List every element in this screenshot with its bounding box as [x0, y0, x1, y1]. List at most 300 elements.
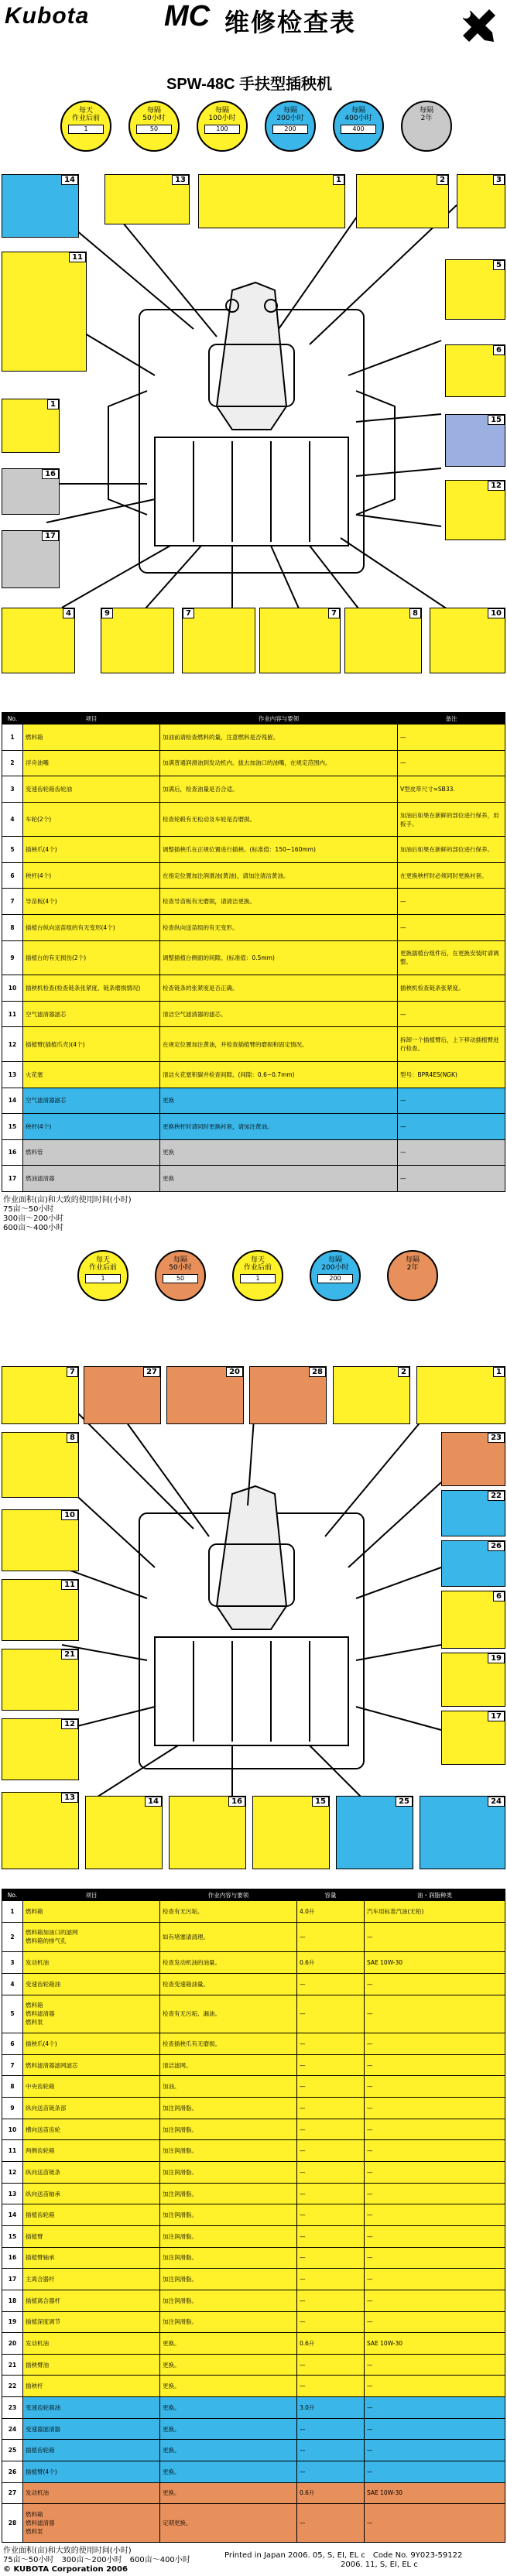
table-row	[2, 1973, 505, 1995]
cell-cap: —	[297, 2354, 365, 2376]
interval-hours: 1	[68, 125, 104, 134]
cell-content: 清洁火花塞积碳并检查间隙。(间隙：0.6~0.7mm)	[160, 1061, 398, 1088]
cell-item: 插植深度调节	[23, 2311, 160, 2333]
callout-16: 16	[2, 468, 60, 515]
cell-oil: SAE 10W-30	[365, 2482, 505, 2504]
cell-no: 4	[2, 1973, 23, 1995]
table-row	[2, 2333, 505, 2355]
cell-item: 纵向送苗链条部	[23, 2098, 160, 2119]
cell-note: —	[398, 1088, 505, 1114]
cell-content: 更换。	[160, 2354, 297, 2376]
cell-no: 8	[2, 2076, 23, 2098]
cell-no: 27	[2, 2482, 23, 2504]
cell-note: —	[398, 1166, 505, 1192]
cell-oil: —	[365, 2076, 505, 2098]
cell-content: 加注润滑脂。	[160, 2225, 297, 2247]
table-row	[2, 1139, 505, 1166]
cell-item: 插植臂	[23, 2225, 160, 2247]
cell-item: 变速齿轮箱齿轮油	[23, 776, 160, 803]
mc-logo: MC	[164, 0, 211, 33]
cell-note: —	[398, 724, 505, 751]
callout-b27: 27	[84, 1366, 161, 1424]
interval-hours: 1	[85, 1274, 121, 1283]
cell-note: —	[398, 750, 505, 776]
cell-note: 加油后如果在新鲜的部位进行保养。	[398, 837, 505, 863]
cell-content: 加注润滑脂。	[160, 2098, 297, 2119]
cell-oil: —	[365, 2311, 505, 2333]
cell-content: 调整插秧爪在正规位置进行插秧。(标准值：150~160mm)	[160, 837, 398, 863]
table-row	[2, 750, 505, 776]
cell-item: 火花塞	[23, 1061, 160, 1088]
callout-15: 15	[445, 414, 505, 467]
table-row	[2, 2290, 505, 2311]
cell-content: 清洁滤网。	[160, 2054, 297, 2076]
interval-label: 每隔 50小时	[169, 1256, 192, 1272]
table-row	[2, 1001, 505, 1027]
cell-item: 车轮(2个)	[23, 802, 160, 837]
callout-2: 2	[356, 174, 449, 228]
cell-no: 26	[2, 2461, 23, 2483]
cell-oil: —	[365, 2269, 505, 2290]
cell-note: 加油后如果在新鲜的部位进行保养，用扳手。	[398, 802, 505, 837]
callout-b24: 24	[420, 1796, 505, 1869]
cell-oil: SAE 10W-30	[365, 2333, 505, 2355]
cell-cap: —	[297, 1973, 365, 1995]
cell-no: 9	[2, 940, 23, 975]
cell-no: 6	[2, 2033, 23, 2055]
table-row	[2, 2098, 505, 2119]
col-no: No.	[2, 713, 23, 724]
interval-label: 每天 作业后前	[71, 107, 100, 122]
cell-no: 2	[2, 750, 23, 776]
cell-content: 检查纵向送苗组的有无变形。	[160, 915, 398, 941]
cell-no: 12	[2, 1027, 23, 1062]
cell-cap: 0.6升	[297, 2333, 365, 2355]
callout-b23: 23	[441, 1432, 505, 1486]
cell-note: 型号：BPR4ES(NGK)	[398, 1061, 505, 1088]
cell-item: 变速器滤清器	[23, 2418, 160, 2440]
cell-no: 23	[2, 2397, 23, 2419]
cell-note: 插秧机检查链条张紧度。	[398, 975, 505, 1002]
cell-cap: —	[297, 2418, 365, 2440]
table-row	[2, 802, 505, 837]
callout-b14: 14	[85, 1796, 163, 1869]
callout-1: 1	[198, 174, 345, 228]
cell-cap: —	[297, 1922, 365, 1952]
table-row	[2, 940, 505, 975]
cell-note: 拆卸一个插植臂后，上下移动插植臂进行检查。	[398, 1027, 505, 1062]
interval-label: 每隔 2年	[419, 107, 433, 122]
cell-cap: —	[297, 2033, 365, 2055]
cell-item: 插秧臂油	[23, 2354, 160, 2376]
col-note: 备注	[398, 713, 505, 724]
cell-content: 检查链条的张紧度是否正确。	[160, 975, 398, 1002]
cell-oil: —	[365, 2290, 505, 2311]
cell-oil: 汽车用标准汽油(无铅)	[365, 1901, 505, 1923]
cell-no: 22	[2, 2376, 23, 2397]
cell-item: 插秧杆	[23, 2376, 160, 2397]
callout-b2: 2	[333, 1366, 410, 1424]
page-title: 维修检查表	[224, 8, 357, 37]
cell-content: 更换秧杆时请同时更换衬套，请加注黄油。	[160, 1114, 398, 1140]
callout-b10: 10	[2, 1509, 79, 1571]
callout-12: 12	[445, 480, 505, 540]
cell-content: 在指定位置加注润滑油(黄油)，请加注清洁黄油。	[160, 862, 398, 889]
callout-7b: 7	[259, 608, 341, 673]
cell-cap: —	[297, 2290, 365, 2311]
callout-b22: 22	[441, 1490, 505, 1536]
cell-oil: —	[365, 2504, 505, 2543]
cell-oil: —	[365, 2247, 505, 2269]
cell-no: 20	[2, 2333, 23, 2355]
cell-no: 14	[2, 1088, 23, 1114]
table-row	[2, 1061, 505, 1088]
cell-oil: —	[365, 2354, 505, 2376]
cell-no: 18	[2, 2290, 23, 2311]
callout-b15: 15	[252, 1796, 330, 1869]
cell-content: 调整插植台侧面的间隙。(标准值：0.5mm)	[160, 940, 398, 975]
table-row	[2, 2269, 505, 2290]
cell-no: 10	[2, 2119, 23, 2140]
usage-note-2: 作业面积(亩)和大致的使用时间(小时) 75亩～50小时 300亩～200小时 600亩～400小时	[3, 2547, 190, 2564]
cell-item: 燃料箱 燃料滤清器 燃料泵	[23, 1995, 160, 2033]
cell-item: 变速齿轮箱油	[23, 2397, 160, 2419]
cell-item: 主离合器杆	[23, 2269, 160, 2290]
table-row	[2, 862, 505, 889]
callout-5: 5	[445, 259, 505, 320]
interval-label: 每隔 200小时	[276, 107, 304, 122]
col-item: 项目	[23, 713, 160, 724]
cell-item: 发动机油	[23, 1952, 160, 1974]
cell-cap: —	[297, 2162, 365, 2184]
cell-oil: —	[365, 2054, 505, 2076]
interval-badge	[265, 101, 316, 152]
interval-label: 每隔 50小时	[142, 107, 166, 122]
cell-content: 检查插秧爪有无磨损。	[160, 2033, 297, 2055]
printed-code: Printed in Japan 2006. 05, S, EI, EL c Code No. 9Y023-59122	[224, 2551, 463, 2560]
cell-note: —	[398, 889, 505, 915]
callout-b17: 17	[441, 1711, 505, 1765]
cell-content: 检查变速箱油量。	[160, 1973, 297, 1995]
callout-b13: 13	[2, 1792, 79, 1869]
cell-content: 更换	[160, 1088, 398, 1114]
model-subtitle: SPW-48C 手扶型插秧机	[166, 76, 333, 93]
cell-cap: —	[297, 2247, 365, 2269]
cell-item: 插植齿轮箱	[23, 2204, 160, 2226]
interval-badge	[155, 1250, 206, 1301]
cell-item: 纵向送苗链条	[23, 2162, 160, 2184]
cell-item: 浮舟油嘴	[23, 750, 160, 776]
cell-no: 7	[2, 889, 23, 915]
cell-cap: 4.0升	[297, 1901, 365, 1923]
cell-cap: —	[297, 2504, 365, 2543]
callout-b1: 1	[416, 1366, 505, 1424]
table-row	[2, 724, 505, 751]
cell-content: 加油。	[160, 2076, 297, 2098]
cell-no: 6	[2, 862, 23, 889]
cell-no: 25	[2, 2440, 23, 2461]
cell-content: 加注润滑脂。	[160, 2247, 297, 2269]
cell-no: 15	[2, 1114, 23, 1140]
cell-item: 燃料箱 燃料滤清器 燃料泵	[23, 2504, 160, 2543]
interval-hours: 200	[272, 125, 308, 134]
cell-oil: —	[365, 2098, 505, 2119]
cell-cap: —	[297, 2311, 365, 2333]
col2-cap: 容量	[297, 1889, 365, 1901]
cell-content: 加满后，检查油量是否合适。	[160, 776, 398, 803]
cell-content: 加注润滑脂。	[160, 2311, 297, 2333]
cell-content: 在规定位置加注黄油，并检查插植臂的磨损和固定情况。	[160, 1027, 398, 1062]
cell-note: —	[398, 1001, 505, 1027]
cell-cap: 0.6升	[297, 1952, 365, 1974]
callout-b6: 6	[441, 1591, 505, 1649]
cell-cap: —	[297, 2076, 365, 2098]
cell-content: 检查导苗板有无磨损，请清洁更换。	[160, 889, 398, 915]
interval-label: 每天 作业后前	[88, 1256, 117, 1272]
cell-note: V型皮带尺寸≈SB33.	[398, 776, 505, 803]
table-row	[2, 1166, 505, 1192]
cell-no: 12	[2, 2162, 23, 2184]
cell-no: 3	[2, 776, 23, 803]
machine-diagram-top	[0, 174, 507, 708]
interval-badge	[197, 101, 248, 152]
cell-cap: —	[297, 2183, 365, 2204]
col2-item: 项目	[23, 1889, 160, 1901]
cell-cap: —	[297, 2269, 365, 2290]
print-date: 2006. 11, S, EI, EL c	[341, 2561, 418, 2569]
table-row	[2, 2119, 505, 2140]
callout-1b: 1	[2, 399, 60, 453]
cell-no: 24	[2, 2418, 23, 2440]
callout-13: 13	[104, 174, 190, 224]
cell-item: 燃料箱	[23, 724, 160, 751]
interval-badge	[310, 1250, 361, 1301]
cell-oil: —	[365, 1922, 505, 1952]
cell-item: 插植台的有无损伤(2个)	[23, 940, 160, 975]
cell-cap: —	[297, 2440, 365, 2461]
cell-item: 插植离合器杆	[23, 2290, 160, 2311]
cell-item: 燃料管	[23, 1139, 160, 1166]
cell-content: 更换。	[160, 2440, 297, 2461]
table-row	[2, 2204, 505, 2226]
cell-item: 燃料箱加油口的滤网 燃料箱的排气孔	[23, 1922, 160, 1952]
cell-cap: —	[297, 2376, 365, 2397]
cell-no: 5	[2, 837, 23, 863]
brand-logo: Kubota	[5, 3, 90, 29]
cell-content: 加注润滑脂。	[160, 2140, 297, 2162]
cell-content: 加注润滑脂。	[160, 2204, 297, 2226]
col2-content: 作业内容与要领	[160, 1889, 297, 1901]
callout-b28: 28	[249, 1366, 327, 1424]
cell-content: 加注润滑脂。	[160, 2269, 297, 2290]
cell-item: 插秧爪(4个)	[23, 2033, 160, 2055]
copyright: © KUBOTA Corporation 2006	[3, 2565, 128, 2574]
cell-item: 插植臂(插植爪壳)(4个)	[23, 1027, 160, 1062]
table-row	[2, 2461, 505, 2483]
table-row	[2, 975, 505, 1002]
interval-hours: 100	[204, 125, 240, 134]
wrench-screwdriver-icon	[458, 6, 498, 46]
cell-content: 加注润滑脂。	[160, 2290, 297, 2311]
table-row	[2, 1995, 505, 2033]
table-row	[2, 2504, 505, 2543]
table-row	[2, 2247, 505, 2269]
cell-oil: —	[365, 2397, 505, 2419]
cell-content: 检查发动机油的油量。	[160, 1952, 297, 1974]
cell-item: 纵向送苗轴承	[23, 2183, 160, 2204]
table-row	[2, 2076, 505, 2098]
callout-b25: 25	[336, 1796, 413, 1869]
maintenance-table-2	[2, 1889, 505, 2543]
callout-17: 17	[2, 530, 60, 588]
table-row	[2, 776, 505, 803]
cell-item: 发动机油	[23, 2333, 160, 2355]
cell-cap: —	[297, 2054, 365, 2076]
interval-label: 每隔 200小时	[321, 1256, 349, 1272]
cell-no: 13	[2, 2183, 23, 2204]
cell-cap: —	[297, 2225, 365, 2247]
interval-badge	[77, 1250, 128, 1301]
cell-content: 加满普通润滑油到发动机内。拔去加油口的油嘴，在规定范围内。	[160, 750, 398, 776]
interval-badge	[401, 101, 452, 152]
callout-b12: 12	[2, 1718, 79, 1780]
cell-content: 加注润滑脂。	[160, 2162, 297, 2184]
table-row	[2, 2354, 505, 2376]
cell-note: 更换插植台组件后，在更换安装时请调整。	[398, 940, 505, 975]
table-row	[2, 1114, 505, 1140]
cell-oil: —	[365, 1995, 505, 2033]
cell-content: 更换。	[160, 2397, 297, 2419]
cell-content: 更换。	[160, 2482, 297, 2504]
cell-item: 发动机油	[23, 2482, 160, 2504]
cell-oil: —	[365, 2440, 505, 2461]
interval-hours: 50	[163, 1274, 198, 1283]
cell-item: 燃料滤清器滤网滤芯	[23, 2054, 160, 2076]
cell-item: 插秧机检查(检查链条张紧度、链条磨损情况)	[23, 975, 160, 1002]
cell-note: —	[398, 1139, 505, 1166]
table-row	[2, 2162, 505, 2184]
cell-cap: —	[297, 1995, 365, 2033]
cell-content: 更换。	[160, 2461, 297, 2483]
table-row	[2, 915, 505, 941]
cell-content: 加注润滑脂。	[160, 2183, 297, 2204]
cell-item: 燃料箱	[23, 1901, 160, 1923]
cell-oil: —	[365, 2140, 505, 2162]
table-row	[2, 2140, 505, 2162]
table-row	[2, 837, 505, 863]
callout-b19: 19	[441, 1653, 505, 1707]
callout-b20: 20	[166, 1366, 244, 1424]
cell-item: 燃油滤清器	[23, 1166, 160, 1192]
cell-oil: —	[365, 2376, 505, 2397]
cell-no: 19	[2, 2311, 23, 2333]
col2-oil: 油・润脂种类	[365, 1889, 505, 1901]
table-row	[2, 2225, 505, 2247]
cell-no: 28	[2, 2504, 23, 2543]
cell-content: 更换。	[160, 2376, 297, 2397]
interval-hours: 200	[317, 1274, 353, 1283]
callout-b8: 8	[2, 1432, 79, 1498]
table-row	[2, 2376, 505, 2397]
cell-no: 10	[2, 975, 23, 1002]
cell-content: 检查有无污垢、漏油。	[160, 1995, 297, 2033]
callout-4: 4	[2, 608, 75, 673]
interval-hours: 50	[136, 125, 172, 134]
cell-item: 秧杆(4个)	[23, 862, 160, 889]
cell-cap: 3.0升	[297, 2397, 365, 2419]
cell-item: 插植臂轴承	[23, 2247, 160, 2269]
cell-oil: —	[365, 2461, 505, 2483]
cell-content: 加油前请检查燃料的量，注意燃料是否残留。	[160, 724, 398, 751]
table-row	[2, 2397, 505, 2419]
callout-11: 11	[2, 252, 87, 372]
cell-item: 秧杆(4个)	[23, 1114, 160, 1140]
cell-item: 空气滤清器滤芯	[23, 1088, 160, 1114]
interval-badge	[333, 101, 384, 152]
interval-badge	[232, 1250, 283, 1301]
callout-10: 10	[430, 608, 505, 673]
cell-content: 更换	[160, 1166, 398, 1192]
callout-14: 14	[2, 174, 79, 238]
cell-item: 插植臂(4个)	[23, 2461, 160, 2483]
cell-item: 横向送苗齿轮	[23, 2119, 160, 2140]
cell-content: 如有堵塞请清理。	[160, 1922, 297, 1952]
cell-note: —	[398, 915, 505, 941]
col-content: 作业内容与要领	[160, 713, 398, 724]
cell-item: 变速齿轮箱油	[23, 1973, 160, 1995]
interval-hours: 1	[240, 1274, 276, 1283]
cell-oil: —	[365, 2162, 505, 2184]
col2-no: No.	[2, 1889, 23, 1901]
cell-no: 14	[2, 2204, 23, 2226]
callout-9: 9	[101, 608, 174, 673]
cell-content: 更换。	[160, 2418, 297, 2440]
callout-b21: 21	[2, 1649, 79, 1711]
cell-no: 13	[2, 1061, 23, 1088]
cell-oil: —	[365, 2033, 505, 2055]
cell-content: 检查有无污垢。	[160, 1901, 297, 1923]
cell-no: 3	[2, 1952, 23, 1974]
cell-content: 定期更换。	[160, 2504, 297, 2543]
cell-oil: —	[365, 2204, 505, 2226]
interval-badge	[128, 101, 180, 152]
interval-label: 每隔 2年	[405, 1256, 420, 1272]
cell-cap: —	[297, 2098, 365, 2119]
cell-cap: 0.6升	[297, 2482, 365, 2504]
table-row	[2, 1922, 505, 1952]
callout-6: 6	[445, 344, 505, 397]
cell-note: 在更换秧杆时必须同时更换衬套。	[398, 862, 505, 889]
usage-note-1: 作业面积(亩)和大致的使用时间(小时) 75亩～50小时 300亩～200小时 600亩～400小时	[3, 1196, 132, 1232]
cell-oil: —	[365, 2418, 505, 2440]
interval-badge	[60, 101, 111, 152]
cell-content: 检查轮毂有无松动及车轮是否磨损。	[160, 802, 398, 837]
cell-item: 中央齿轮箱	[23, 2076, 160, 2098]
callout-7: 7	[182, 608, 255, 673]
table-row	[2, 2482, 505, 2504]
cell-content: 加注润滑脂。	[160, 2119, 297, 2140]
cell-content: 更换	[160, 1139, 398, 1166]
cell-oil: —	[365, 2225, 505, 2247]
table-row	[2, 2440, 505, 2461]
table-row	[2, 2183, 505, 2204]
table-row	[2, 2418, 505, 2440]
cell-no: 9	[2, 2098, 23, 2119]
cell-no: 17	[2, 1166, 23, 1192]
cell-no: 15	[2, 2225, 23, 2247]
callout-b26: 26	[441, 1540, 505, 1587]
interval-label: 每天 作业后前	[243, 1256, 272, 1272]
